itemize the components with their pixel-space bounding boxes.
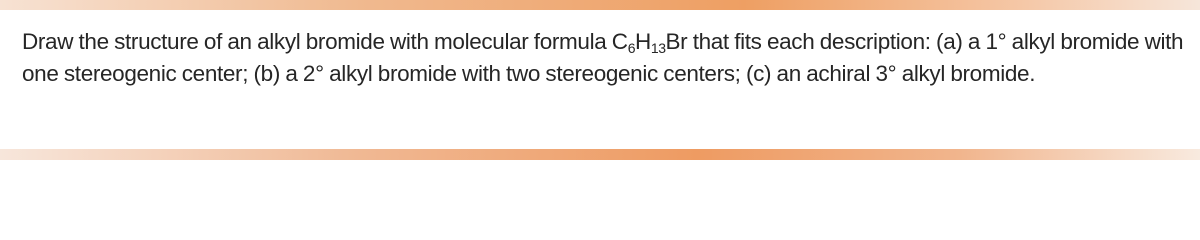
problem-statement [22,26,1190,90]
part-c-text: (c) an achiral 3° alkyl bromide. [745,61,1036,86]
formula-hydrogen: H [635,29,651,54]
formula-carbon: C [611,29,628,54]
part-b-text: (b) a 2° alkyl bromide with two stereogenic centers; [253,61,741,86]
bottom-accent-rule [0,149,1200,160]
formula-bromine: Br [665,29,688,54]
problem-intro-suffix: that fits each description: [687,29,931,54]
formula-hydrogen-count: 13 [650,40,666,56]
part-a-text: (a) a 1° alkyl bromide with one stereogenic center; [22,29,1184,86]
problem-intro-text: Draw the structure of an alkyl bromide with molecular formula [22,29,612,54]
molecular-formula [612,29,688,54]
formula-carbon-count: 6 [627,40,635,56]
top-accent-rule [0,0,1200,10]
